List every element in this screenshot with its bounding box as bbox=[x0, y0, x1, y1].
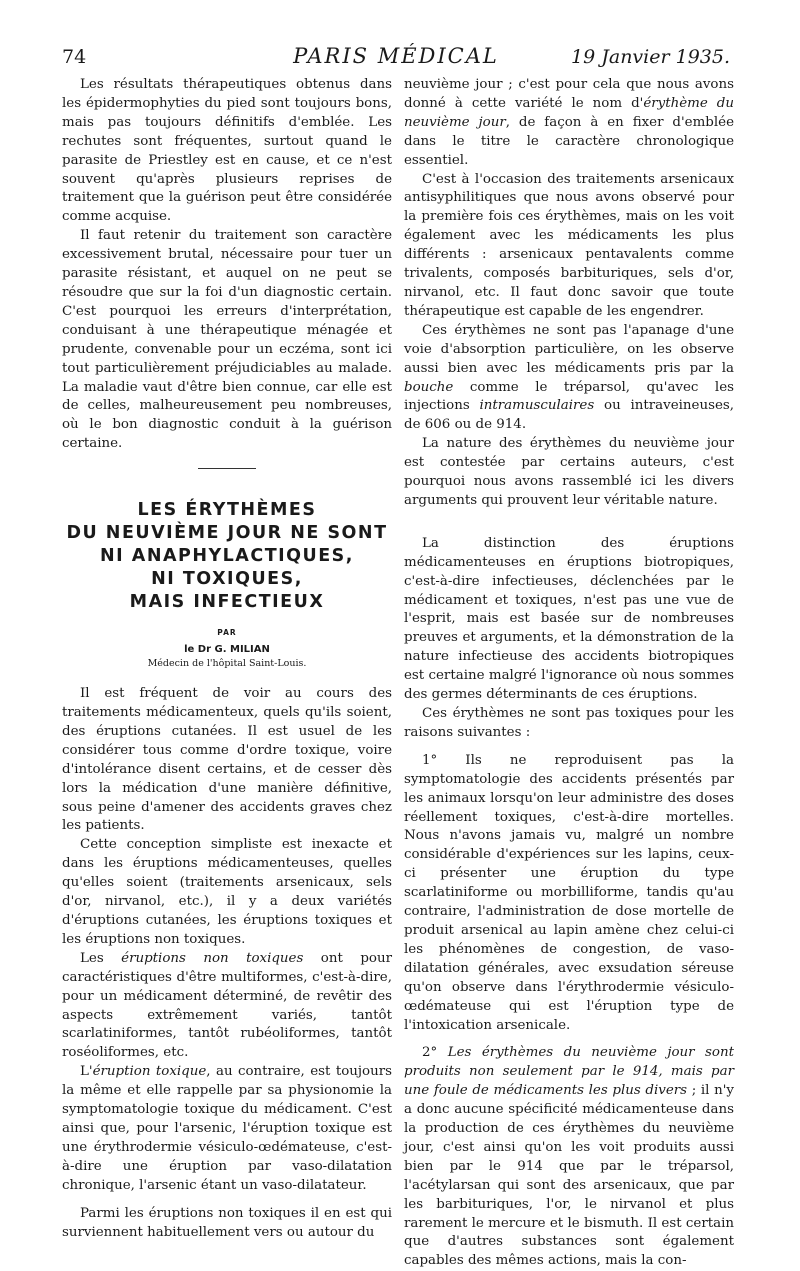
paragraph: 2° Les érythèmes du neuvième jour sont produits non seulement par le 914, mais par une foule de médicaments les plus divers ; il n'y a donc aucune spécificité médicamenteuse dans la production de ces érythèmes du neuvième jour, c'est ainsi qu'on les voit produits aussi bien par le 914 que par le tréparsol, l'acétylarsan qui sont des arsenicaux, que par les barbituriques, l'or, le nirvanol et plus rarement le mercure et le bismuth. Il est certain que d'autres substances sont également capables des mêmes actions, mais la con- bbox=[404, 1045, 734, 1269]
paragraph: L'éruption toxique, au contraire, est toujours la même et elle rappelle par sa physionomie la symptomatologie toxique du médicament. C'est ainsi que, pour l'arsenic, l'éruption toxique est une érythrodermie vésiculo-œdémateuse, c'est-à-dire une éruption par vaso-dilatation chronique, l'arsenic étant un vaso-dilatateur. bbox=[62, 1064, 393, 1193]
title-line: NI TOXIQUES, bbox=[151, 569, 303, 590]
paragraph: Les résultats thérapeutiques obtenus dans les épidermophyties du pied sont toujours bons, mais pas toujours définitifs d'emblée. Les rechutes sont fréquentes, surtout quand le parasite de Priestley est en cause, et ce n'est souvent qu'après plusieurs reprises de traitement que la guérison peut être considérée comme acquise. bbox=[62, 77, 392, 225]
title-line: NI ANAPHYLACTIQUES, bbox=[100, 546, 354, 567]
paragraph: C'est à l'occasion des traitements arsenicaux antisyphilitiques que nous avons observé pour la première fois ces érythèmes, mais on les voit également avec les médicaments les plus différents : arsenicaux pentavalents comme trivalents, composés barbituriques, sels d'or, nirvanol, etc. Il faut donc savoir que toute thérapeutique est capable de les engendrer. bbox=[404, 171, 734, 319]
journal-title: PARIS MÉDICAL bbox=[293, 44, 499, 68]
author-affiliation: Médecin de l'hôpital Saint-Louis. bbox=[147, 658, 307, 670]
paragraph: Il faut retenir du traitement son caractère excessivement brutal, nécessaire pour tuer un parasite résistant, et auquel on ne peut se résoudre que sur la foi d'un diagnostic certain. C'est pourquoi les erreurs d'interprétation, conduisant à une thérapeutique ménagée et prudente, convenable pour un eczéma, sont ici tout particulièrement préjudiciables au malade. La maladie vaut d'être bien connue, car elle est de celles, malheureusement peu nombreuses, où le bon diagnostic conduit à la guérison certaine. bbox=[62, 228, 392, 452]
title-line: MAIS INFECTIEUX bbox=[129, 592, 325, 613]
title-line: LES ÉRYTHÈMES bbox=[137, 500, 317, 521]
paragraph: La distinction des éruptions médicamenteuses en éruptions biotropiques, c'est-à-dire infectieuses, déclenchées par le médicament et toxiques, n'est pas une vue de l'esprit, mais est basée sur de nombreuses preuves et arguments, et la démonstration de la nature infectieuse des accidents biotropiques est certaine malgré l'ignorance où nous sommes des germes déterminants de ces éruptions. bbox=[404, 535, 734, 703]
paragraph: La nature des érythèmes du neuvième jour est contestée par certains auteurs, c'est pourquoi nous avons rassemblé ici les divers arguments qui prouvent leur véritable nature. bbox=[404, 436, 734, 508]
author-name: le Dr G. MILIAN bbox=[184, 644, 270, 656]
byline-par: PAR bbox=[217, 628, 237, 638]
running-header bbox=[62, 42, 730, 70]
article-title bbox=[62, 499, 392, 614]
paragraph: Cette conception simpliste est inexacte et dans les éruptions médicamenteuses, quelles qu'elles soient (traitements arsenicaux, sels d'or, nirvanol, etc.), il y a deux variétés d'éruptions cutanées, les éruptions toxiques et les éruptions non toxiques. bbox=[62, 837, 392, 947]
paragraph: Ces érythèmes ne sont pas l'apanage d'une voie d'absorption particulière, on les observe aussi bien avec les médicaments pris par la bouche comme le tréparsol, qu'avec les injections intramusculaires ou intraveineuses, de 606 ou de 914. bbox=[404, 322, 734, 433]
paragraph: Ces érythèmes ne sont pas toxiques pour les raisons suivantes : bbox=[404, 706, 734, 740]
section-divider bbox=[198, 468, 256, 469]
page-number: 74 bbox=[62, 46, 87, 68]
left-column bbox=[62, 76, 392, 1242]
title-line: DU NEUVIÈME JOUR NE SONT bbox=[66, 523, 388, 544]
paragraph: Les éruptions non toxiques ont pour caractéristiques d'être multiformes, c'est-à-dire, pour un médicament déterminé, de revêtir des aspects extrêmement variés, tantôt scarlatiniformes, tantôt rubéoliformes, tantôt roséoliformes, etc. bbox=[62, 950, 392, 1061]
paragraph: neuvième jour ; c'est pour cela que nous avons donné à cette variété le nom d'érythème du neuvième jour, de façon à en fixer d'emblée dans le titre le caractère chronologique essentiel. bbox=[404, 77, 734, 168]
right-column bbox=[404, 76, 734, 1271]
paragraph: Il est fréquent de voir au cours des traitements médicamenteux, quels qu'ils soient, des éruptions cutanées. Il est usuel de les considérer tous comme d'ordre toxique, voire d'intolérance disent certains, et de cesser dès lors la médication d'une manière définitive, sous peine d'amener des accidents graves chez les patients. bbox=[62, 686, 392, 834]
paragraph: 1° Ils ne reproduisent pas la symptomatologie des accidents présentés par les animaux lorsqu'on leur administre des doses réellement toxiques, c'est-à-dire mortelles. Nous n'avons jamais vu, malgré un nombre considérable d'expériences sur les lapins, ceux-ci présenter une éruption du type scarlatiniforme ou morbilliforme, tandis qu'au contraire, l'administration de dose mortelle de produit arsenical au lapin amène chez celui-ci les phénomènes de congestion, de vaso-dilatation générales, avec exsudation séreuse qu'on observe dans l'érythrodermie vésiculo-œdémateuse qui est l'éruption type de l'intoxication arsenicale. bbox=[404, 752, 734, 1033]
paragraph: Parmi les éruptions non toxiques il en est qui surviennent habituellement vers ou autour du bbox=[62, 1205, 392, 1240]
issue-date: 19 Janvier 1935. bbox=[571, 46, 730, 68]
